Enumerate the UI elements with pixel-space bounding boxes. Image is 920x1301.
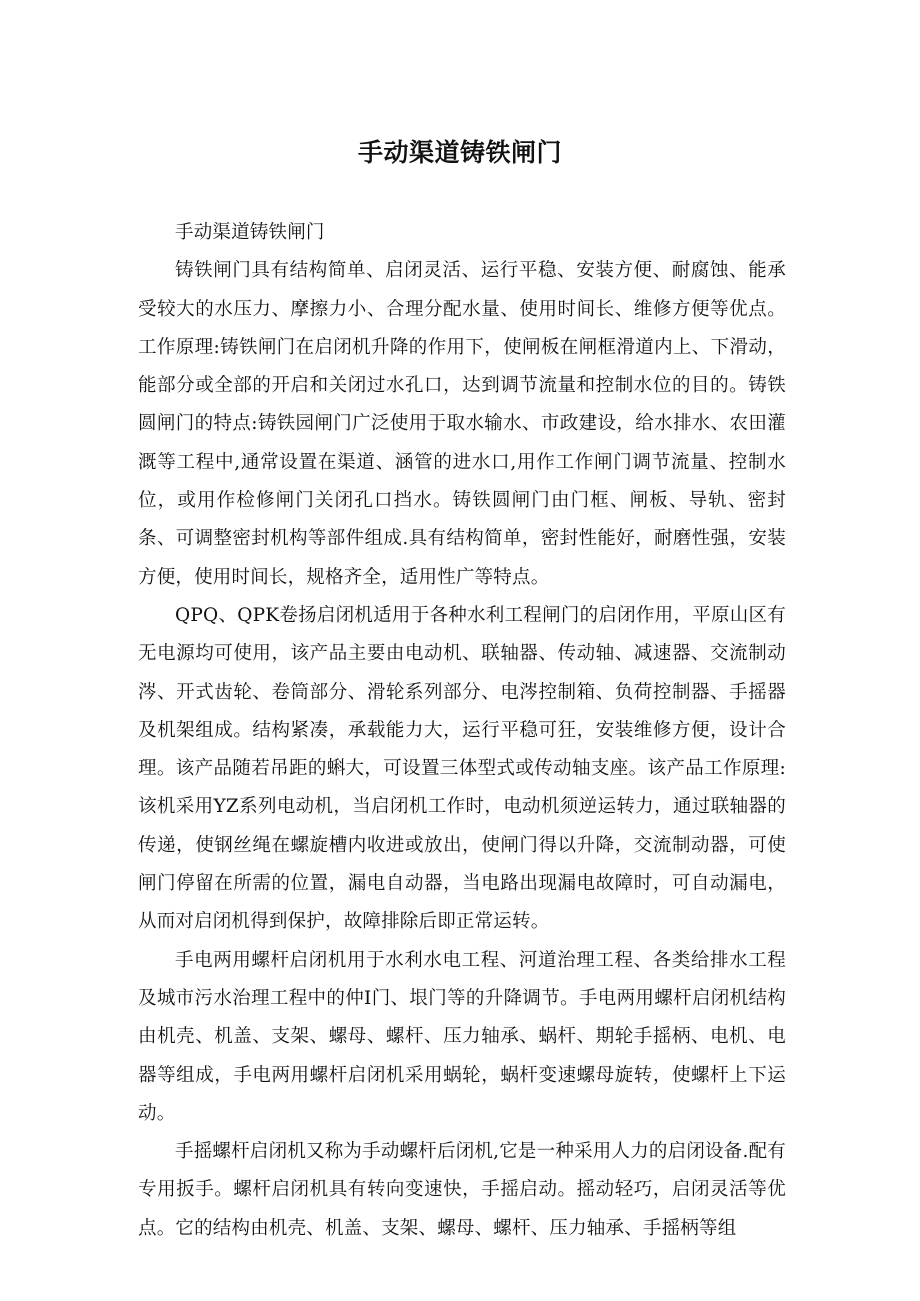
document-body [138, 214, 786, 1248]
paragraph-cast-iron-gate: 铸铁闸门具有结构简单、启闭灵活、运行平稳、安装方便、耐腐蚀、能承受较大的水压力、摩擦力小、合理分配水量、使用时间长、维修方便等优点。工作原理:铸铁闸门在启闭机升降的作用下，使闸板在闸框滑道内上、下滑动，能部分或全部的开启和关闭过水孔口，达到调节流量和控制水位的目的。铸铁圆闸门的特点:铸铁园闸门广泛使用于取水输水、市政建设，给水排水、农田灌溉等工程中,通常设置在渠道、涵管的进水口,用作工作闸门调节流量、控制水位，或用作检修闸门关闭孔口挡水。铸铁圆闸门由门框、闸板、导轨、密封条、可调整密封机构等部件组成.具有结构简单，密封性能好，耐磨性强，安装方便，使用时间长，规格齐全，适用性广等特点。 [138, 260, 786, 588]
paragraph-manual-screw-hoist: 手摇螺杆启闭机又称为手动螺杆后闭机,它是一种采用人力的启闭设备.配有专用扳手。螺杆启闭机具有转向变速快，手摇启动。摇动轻巧，启闭灵活等优点。它的结构由机壳、机盖、支架、螺母、螺杆、压力轴承、手摇柄等组 [138, 1141, 786, 1239]
paragraph-dual-screw-hoist: 手电两用螺杆启闭机用于水利水电工程、河道治理工程、各类给排水工程及城市污水治理工程中的仲I门、垠门等的升降调节。手电两用螺杆启闭机结构由机壳、机盖、支架、螺母、螺杆、压力轴承、蜗杆、期轮手摇柄、电机、电器等组成，手电两用螺杆启闭机采用蜗轮，蜗杆变速螺母旋转，使螺杆上下运动。 [138, 949, 786, 1124]
paragraph-hoist: QPQ、QPK卷扬启闭机适用于各种水利工程闸门的启闭作用，平原山区有无电源均可使用，该产品主要由电动机、联轴器、传动轴、减速器、交流制动涔、开式齿轮、卷筒部分、滑轮系列部分、电涔控制箱、负荷控制器、手摇器及机架组成。结构紧凑，承载能力大，运行平稳可狂，安装维修方便，设计合理。该产品随若吊距的蝌大，可设置三体型式或传动轴支座。该产品工作原理:该机采用YZ系列电动机，当启闭机工作时，电动机须逆运转力，通过联轴器的传递，使钢丝绳在螺旋槽内收进或放出，使闸门得以升降，交流制动器，可使闸门停留在所需的位置，漏电自动器，当电路出现漏电故障时，可自动漏电，从而对启闭机得到保护，故障排除后即正常运转。 [138, 604, 786, 933]
paragraph-subtitle: 手动渠道铸铁闸门 [175, 222, 325, 243]
page-title: 手动渠道铸铁闸门 [357, 138, 562, 167]
